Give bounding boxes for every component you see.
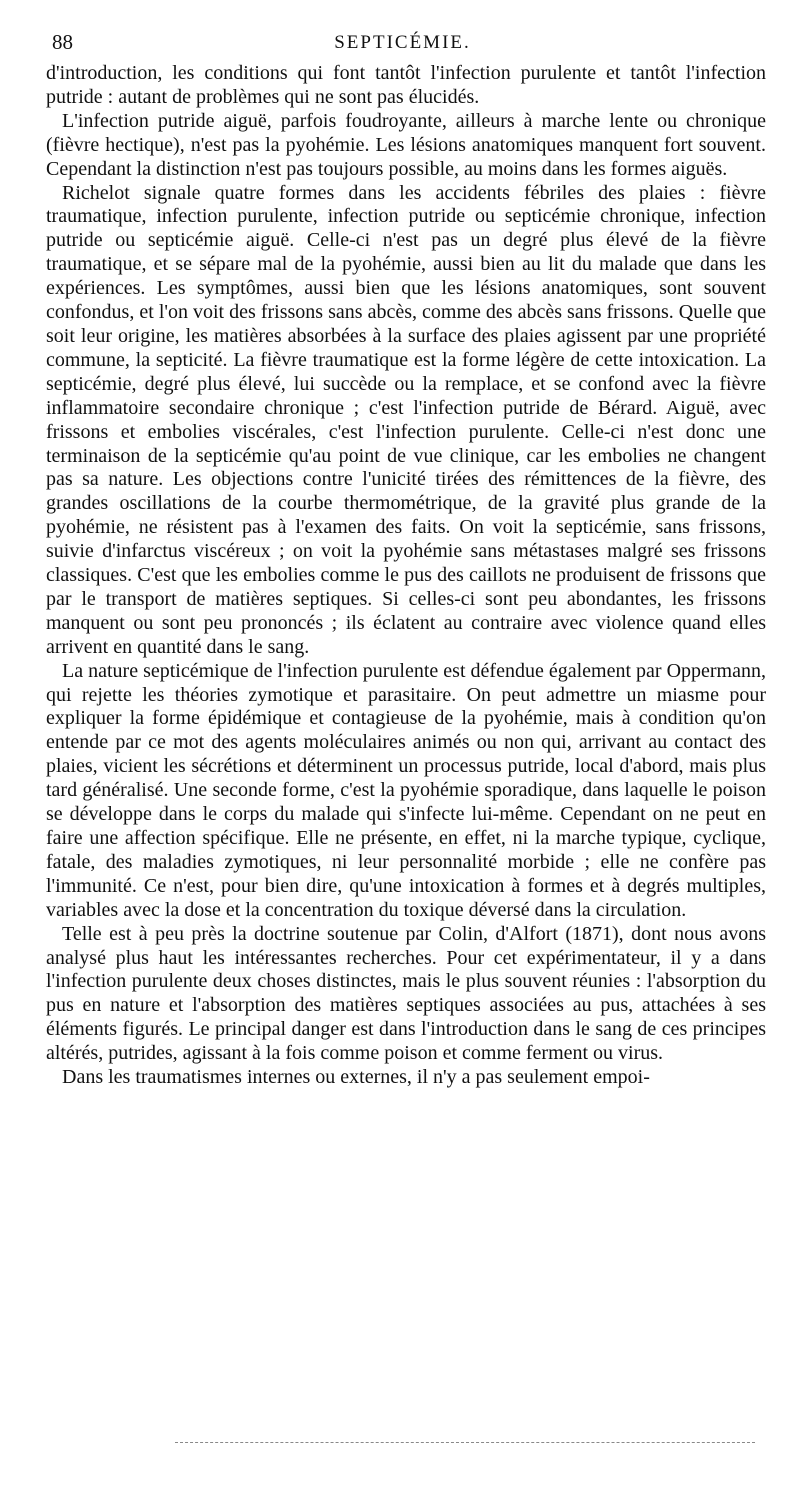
page-header	[40, 30, 765, 60]
paragraph: d'introduction, les conditions qui font tantôt l'infection purulente et tantôt l'infection putride : autant de problèmes qui ne sont pas élucidés.	[46, 62, 766, 108]
paragraph: Telle est à peu près la doctrine soutenue par Colin, d'Alfort (1871), dont nous avons analysé plus haut les intéressantes recherches. Pour cet expérimentateur, il y a dans l'infection purulente deux choses distinctes, mais le plus souvent réunies : l'absorption du pus en nature et l'absorption des matières septiques associées au pus, attachées à ses éléments figurés. Le principal danger est dans l'introduction dans le sang de ces principes altérés, putrides, agissant à la fois comme poison et comme ferment ou virus.	[46, 922, 766, 1065]
footer-rule	[175, 1442, 755, 1443]
paragraph: Dans les traumatismes internes ou externes, il n'y a pas seulement empoi-	[62, 1066, 650, 1089]
page-number: 88	[52, 30, 73, 54]
running-title: SEPTICÉMIE.	[334, 32, 471, 53]
paragraph: L'infection putride aiguë, parfois foudroyante, ailleurs à marche lente ou chronique (fièvre hectique), n'est pas la pyohémie. Les lésions anatomiques manquent fort souvent. Cependant la distinction n'est pas toujours possible, au moins dans les formes aiguës.	[46, 109, 766, 180]
body-text	[46, 62, 766, 1090]
paragraph: Richelot signale quatre formes dans les accidents fébriles des plaies : fièvre traumatique, infection purulente, infection putride ou septicémie chronique, infection putride ou septicémie aiguë. Celle-ci n'est pas un degré plus élevé de la fièvre traumatique, et se sépare mal de la pyohémie, aussi bien au lit du malade que dans les expériences. Les symptômes, aussi bien que les lésions anatomiques, sont souvent confondus, et l'on voit des frissons sans abcès, comme des abcès sans frissons. Quelle que soit leur origine, les matières absorbées à la surface des plaies agissent par une propriété commune, la septicité. La fièvre traumatique est la forme légère de cette intoxication. La septicémie, degré plus élevé, lui succède ou la remplace, et se confond avec la fièvre inflammatoire secondaire chronique ; c'est l'infection putride de Bérard. Aiguë, avec frissons et embolies viscérales, c'est l'infection purulente. Celle-ci n'est donc une terminaison de la septicémie qu'au point de vue clinique, car les embolies ne changent pas sa nature. Les objections contre l'unicité tirées des rémittences de la fièvre, des grandes oscillations de la courbe thermométrique, de la gravité plus grande de la pyohémie, ne résistent pas à l'examen des faits. On voit la septicémie, sans frissons, suivie d'infarctus viscéreux ; on voit la pyohémie sans métastases malgré ses frissons classiques. C'est que les embolies comme le pus des caillots ne produisent de frissons que par le transport de matières septiques. Si celles-ci sont peu abondantes, les frissons manquent ou sont peu prononcés ; ils éclatent au contraire avec violence quand elles arrivent en quantité dans le sang.	[46, 181, 766, 658]
paragraph: La nature septicémique de l'infection purulente est défendue également par Oppermann, qui rejette les théories zymotique et parasitaire. On peut admettre un miasme pour expliquer la forme épidémique et contagieuse de la pyohémie, mais à condition qu'on entende par ce mot des agents moléculaires animés ou non qui, arrivant au contact des plaies, vicient les sécrétions et déterminent un processus putride, local d'abord, mais plus tard généralisé. Une seconde forme, c'est la pyohémie sporadique, dans laquelle le poison se développe dans le corps du malade qui s'infecte lui-même. Cependant on ne peut en faire une affection spécifique. Elle ne présente, en effet, ni la marche typique, cyclique, fatale, des maladies zymotiques, ni leur personnalité morbide ; elle ne confère pas l'immunité. Ce n'est, pour bien dire, qu'une intoxication à formes et à degrés multiples, variables avec la dose et la concentration du toxique déversé dans la circulation.	[46, 659, 766, 921]
